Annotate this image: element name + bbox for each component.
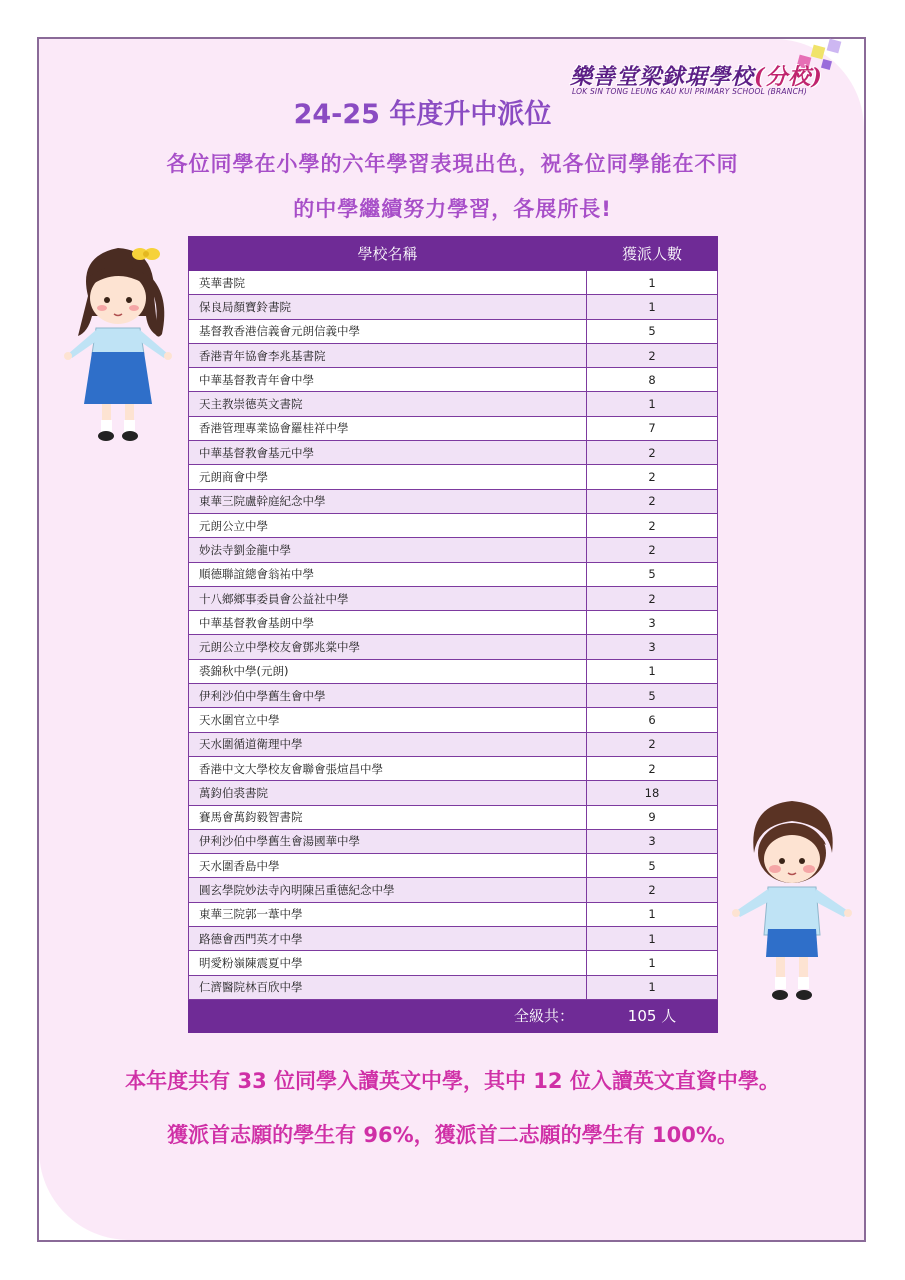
- count-cell: 8: [587, 368, 718, 392]
- school-name-cell: 英華書院: [189, 271, 587, 295]
- table-row: [189, 732, 718, 756]
- school-name-cell: 天主教崇德英文書院: [189, 392, 587, 416]
- count-header: 獲派人數: [587, 237, 718, 271]
- school-name-cell: 中華基督教青年會中學: [189, 368, 587, 392]
- table-row: [189, 975, 718, 999]
- count-cell: 1: [587, 902, 718, 926]
- congrats-message-line2: 的中學繼續努力學習，各展所長!: [293, 197, 612, 221]
- table-row: [189, 392, 718, 416]
- boy-student-illustration: [730, 795, 855, 1010]
- school-name-cell: 香港管理專業協會羅桂祥中學: [189, 416, 587, 440]
- school-name-cell: 中華基督教會基元中學: [189, 441, 587, 465]
- table-row: [189, 902, 718, 926]
- count-cell: 18: [587, 781, 718, 805]
- school-logo-english: LOK SIN TONG LEUNG KAU KUI PRIMARY SCHOOL (BRANCH): [572, 87, 807, 96]
- table-row: [189, 343, 718, 367]
- school-name-cell: 香港中文大學校友會聯會張煊昌中學: [189, 756, 587, 780]
- count-cell: 1: [587, 295, 718, 319]
- count-cell: 2: [587, 756, 718, 780]
- count-cell: 2: [587, 732, 718, 756]
- table-row: [189, 441, 718, 465]
- table-row: [189, 271, 718, 295]
- count-cell: 1: [587, 951, 718, 975]
- school-name-cell: 東華三院郭一葦中學: [189, 902, 587, 926]
- count-cell: 7: [587, 416, 718, 440]
- school-name-cell: 元朗商會中學: [189, 465, 587, 489]
- table-row: [189, 416, 718, 440]
- table-row: [189, 708, 718, 732]
- table-row: [189, 756, 718, 780]
- summary-line2: 獲派首志願的學生有 96%，獲派首二志願的學生有 100%。: [167, 1123, 738, 1147]
- school-name-cell: 保良局顏寶鈴書院: [189, 295, 587, 319]
- girl-student-illustration: [58, 236, 178, 451]
- table-row: [189, 659, 718, 683]
- count-cell: 2: [587, 465, 718, 489]
- count-cell: 6: [587, 708, 718, 732]
- table-row: [189, 513, 718, 537]
- count-cell: 3: [587, 829, 718, 853]
- table-row: [189, 635, 718, 659]
- school-name-cell: 天水圍官立中學: [189, 708, 587, 732]
- school-name-cell: 明愛粉嶺陳震夏中學: [189, 951, 587, 975]
- school-name-cell: 仁濟醫院林百欣中學: [189, 975, 587, 999]
- table-row: [189, 586, 718, 610]
- summary-line1: 本年度共有 33 位同學入讀英文中學，其中 12 位入讀英文直資中學。: [125, 1069, 780, 1093]
- allocation-table: [188, 236, 718, 1033]
- table-row: [189, 319, 718, 343]
- table-row: [189, 927, 718, 951]
- school-name-cell: 中華基督教會基朗中學: [189, 611, 587, 635]
- table-row: [189, 781, 718, 805]
- total-row: [189, 999, 718, 1032]
- school-name-cell: 天水圍香島中學: [189, 854, 587, 878]
- table-row: [189, 829, 718, 853]
- count-cell: 1: [587, 271, 718, 295]
- count-cell: 1: [587, 659, 718, 683]
- count-cell: 2: [587, 343, 718, 367]
- school-name-cell: 基督教香港信義會元朗信義中學: [189, 319, 587, 343]
- table-row: [189, 368, 718, 392]
- school-name-cell: 伊利沙伯中學舊生會湯國華中學: [189, 829, 587, 853]
- count-cell: 1: [587, 927, 718, 951]
- school-name-cell: 裘錦秋中學(元朗): [189, 659, 587, 683]
- school-logo-name: 樂善堂梁銶琚學校(分校): [570, 64, 823, 90]
- school-name-cell: 元朗公立中學: [189, 513, 587, 537]
- table-row: [189, 951, 718, 975]
- count-cell: 5: [587, 319, 718, 343]
- count-cell: 5: [587, 854, 718, 878]
- count-cell: 2: [587, 586, 718, 610]
- school-name-cell: 萬鈞伯裘書院: [189, 781, 587, 805]
- count-cell: 2: [587, 441, 718, 465]
- count-cell: 2: [587, 878, 718, 902]
- count-cell: 3: [587, 611, 718, 635]
- school-name-cell: 香港青年協會李兆基書院: [189, 343, 587, 367]
- table-row: [189, 684, 718, 708]
- total-value: 105 人: [587, 999, 718, 1032]
- count-cell: 9: [587, 805, 718, 829]
- school-name-cell: 元朗公立中學校友會鄧兆棠中學: [189, 635, 587, 659]
- table-row: [189, 611, 718, 635]
- school-name-cell: 十八鄉鄉事委員會公益社中學: [189, 586, 587, 610]
- school-name-cell: 東華三院盧幹庭紀念中學: [189, 489, 587, 513]
- school-name-cell: 伊利沙伯中學舊生會中學: [189, 684, 587, 708]
- school-name-cell: 順德聯誼總會翁祐中學: [189, 562, 587, 586]
- table-row: [189, 295, 718, 319]
- school-name-cell: 天水圍循道衛理中學: [189, 732, 587, 756]
- table-row: [189, 489, 718, 513]
- count-cell: 2: [587, 538, 718, 562]
- school-name-cell: 圓玄學院妙法寺內明陳呂重德紀念中學: [189, 878, 587, 902]
- school-name-cell: 賽馬會萬鈞毅智書院: [189, 805, 587, 829]
- table-row: [189, 854, 718, 878]
- count-cell: 2: [587, 489, 718, 513]
- table-row: [189, 878, 718, 902]
- count-cell: 3: [587, 635, 718, 659]
- table-row: [189, 805, 718, 829]
- page-title: 24-25 年度升中派位: [293, 99, 552, 130]
- table-row: [189, 562, 718, 586]
- count-cell: 5: [587, 684, 718, 708]
- school-name-cell: 妙法寺劉金龍中學: [189, 538, 587, 562]
- congrats-message-line1: 各位同學在小學的六年學習表現出色，祝各位同學能在不同: [166, 152, 739, 176]
- school-name-header: 學校名稱: [189, 237, 587, 271]
- count-cell: 1: [587, 975, 718, 999]
- count-cell: 5: [587, 562, 718, 586]
- count-cell: 1: [587, 392, 718, 416]
- table-row: [189, 538, 718, 562]
- total-label: 全級共：: [189, 999, 587, 1032]
- table-header-row: [189, 237, 718, 271]
- count-cell: 2: [587, 513, 718, 537]
- table-row: [189, 465, 718, 489]
- school-name-cell: 路德會西門英才中學: [189, 927, 587, 951]
